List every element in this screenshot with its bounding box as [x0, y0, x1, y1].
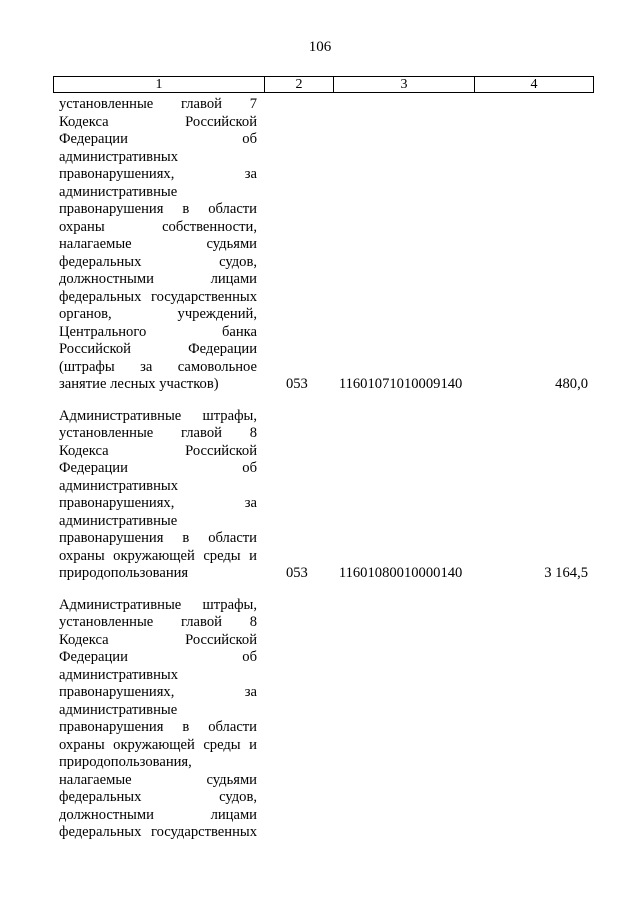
description-word: учреждений, [177, 306, 257, 322]
description-line [59, 131, 257, 149]
description-word: лицами [210, 271, 257, 287]
description-word: об [242, 649, 257, 665]
description-word: области [208, 530, 257, 546]
description-word: правонарушениях, [59, 684, 175, 700]
column-header-table [53, 76, 594, 93]
description-word: собственности, [162, 218, 257, 235]
description-line [59, 772, 257, 790]
column-header-4: 4 [475, 77, 594, 93]
description-word: установленные [59, 96, 154, 112]
description-line [59, 478, 257, 496]
description-word: Кодекса [59, 113, 109, 130]
description-word: 8 [249, 614, 257, 630]
description-line [59, 632, 257, 650]
description-line [59, 236, 257, 254]
description-line [59, 789, 257, 807]
description-line [59, 96, 257, 114]
description-word: правонарушениях, [59, 166, 175, 182]
description-line [59, 530, 257, 548]
description-word: судьями [206, 771, 257, 788]
description-line [59, 614, 257, 632]
description-line [59, 824, 257, 842]
description-word: области [208, 719, 257, 735]
description-word: среды [203, 736, 241, 753]
description-line [59, 271, 257, 289]
description-line [59, 737, 257, 755]
description-line [59, 359, 257, 377]
description-word: главой [181, 96, 222, 112]
description-word: федеральных [59, 824, 142, 840]
description-line [59, 513, 257, 531]
description-word: природопользования [59, 565, 189, 581]
description-word: административных [59, 477, 178, 494]
description-word: в [182, 530, 190, 546]
description-word: среды [203, 547, 241, 564]
description-word: Кодекса [59, 442, 109, 459]
description-line [59, 376, 257, 394]
description-word: в [182, 719, 190, 735]
description-word: за [244, 684, 257, 700]
description-word: правонарушения [59, 530, 164, 546]
description-word: об [242, 460, 257, 476]
description-line [59, 754, 257, 772]
description-word: главой [181, 425, 222, 441]
description-line [59, 408, 257, 426]
description-word: за [244, 166, 257, 182]
description-word: государственных [150, 824, 257, 840]
description-line [59, 425, 257, 443]
description-word: налагаемые [59, 771, 132, 788]
description-word: занятие лесных участков) [59, 376, 219, 392]
description-word: (штрафы [59, 358, 115, 375]
description-word: Российской [59, 341, 131, 357]
description-word: Административные [59, 596, 182, 613]
description-line [59, 306, 257, 324]
description-word: должностными [59, 806, 154, 823]
description-word: федеральных [59, 789, 142, 805]
description-line [59, 443, 257, 461]
table-row [53, 408, 589, 583]
description-line [59, 597, 257, 615]
row-budget-code: 11601080010000140 [338, 565, 463, 581]
description-line [59, 114, 257, 132]
description-word: правонарушения [59, 719, 164, 735]
column-header-row [54, 77, 594, 93]
description-word: в [182, 201, 190, 217]
description-word: Федерации [59, 460, 128, 476]
description-word: окружающей [113, 736, 195, 753]
description-word: установленные [59, 614, 154, 630]
column-header-3: 3 [334, 77, 475, 93]
description-word: 7 [249, 96, 257, 112]
description-line [59, 684, 257, 702]
description-word: Федерации [188, 341, 257, 357]
description-word: области [208, 201, 257, 217]
row-admin-code: 053 [285, 376, 308, 392]
description-word: Российской [185, 631, 257, 648]
description-word: об [242, 131, 257, 147]
column-header-2: 2 [265, 77, 334, 93]
description-word: банка [221, 323, 257, 340]
description-word: штрафы, [202, 596, 257, 613]
row-budget-code: 11601071010009140 [338, 376, 463, 392]
description-line [59, 254, 257, 272]
description-word: охраны [59, 547, 105, 564]
description-word: окружающей [113, 547, 195, 564]
description-word: природопользования, [59, 754, 192, 770]
column-header-1: 1 [54, 77, 265, 93]
description-word: должностными [59, 271, 154, 287]
row-description [53, 597, 263, 842]
description-word: установленные [59, 425, 154, 441]
description-word: административные [59, 701, 178, 718]
description-word: административные [59, 183, 178, 200]
description-line [59, 649, 257, 667]
description-line [59, 201, 257, 219]
description-word: административных [59, 148, 178, 165]
description-line [59, 565, 257, 583]
description-line [59, 341, 257, 359]
description-word: Федерации [59, 649, 128, 665]
description-line [59, 719, 257, 737]
description-word: Административные [59, 407, 182, 424]
description-word: судьями [206, 236, 257, 252]
description-word: штрафы, [202, 407, 257, 424]
description-word: Кодекса [59, 631, 109, 648]
description-word: и [249, 736, 257, 753]
description-word: административных [59, 666, 178, 683]
description-line [59, 324, 257, 342]
description-line [59, 219, 257, 237]
page-number: 106 [308, 39, 332, 55]
description-word: административные [59, 512, 178, 529]
description-line [59, 184, 257, 202]
description-word: органов, [59, 306, 112, 322]
description-word: Российской [185, 113, 257, 130]
description-word: правонарушениях, [59, 495, 175, 511]
description-word: Российской [185, 442, 257, 459]
description-line [59, 166, 257, 184]
description-line [59, 807, 257, 825]
description-word: самовольное [177, 358, 257, 375]
row-description [53, 96, 263, 394]
row-admin-code: 053 [285, 565, 308, 581]
description-word: Центрального [59, 323, 147, 340]
description-word: судов, [219, 253, 257, 270]
description-word: лицами [210, 806, 257, 823]
table-row [53, 597, 589, 842]
description-word: государственных [150, 288, 257, 305]
description-word: налагаемые [59, 236, 132, 252]
row-amount: 3 164,5 [544, 565, 589, 581]
table-row [53, 96, 589, 394]
description-word: 8 [249, 425, 257, 441]
description-word: правонарушения [59, 201, 164, 217]
description-line [59, 548, 257, 566]
description-word: федеральных [59, 253, 142, 270]
description-word: судов, [219, 789, 257, 805]
description-word: охраны [59, 736, 105, 753]
description-word: Федерации [59, 131, 128, 147]
description-line [59, 460, 257, 478]
row-description [53, 408, 263, 583]
description-word: федеральных [59, 288, 142, 305]
description-word: охраны [59, 218, 105, 235]
description-word: главой [181, 614, 222, 630]
description-line [59, 289, 257, 307]
description-line [59, 495, 257, 513]
description-line [59, 702, 257, 720]
description-line [59, 667, 257, 685]
table-body [53, 96, 589, 856]
row-amount: 480,0 [555, 376, 589, 392]
description-line [59, 149, 257, 167]
description-word: и [249, 547, 257, 564]
description-word: за [140, 358, 153, 375]
description-word: за [244, 495, 257, 511]
